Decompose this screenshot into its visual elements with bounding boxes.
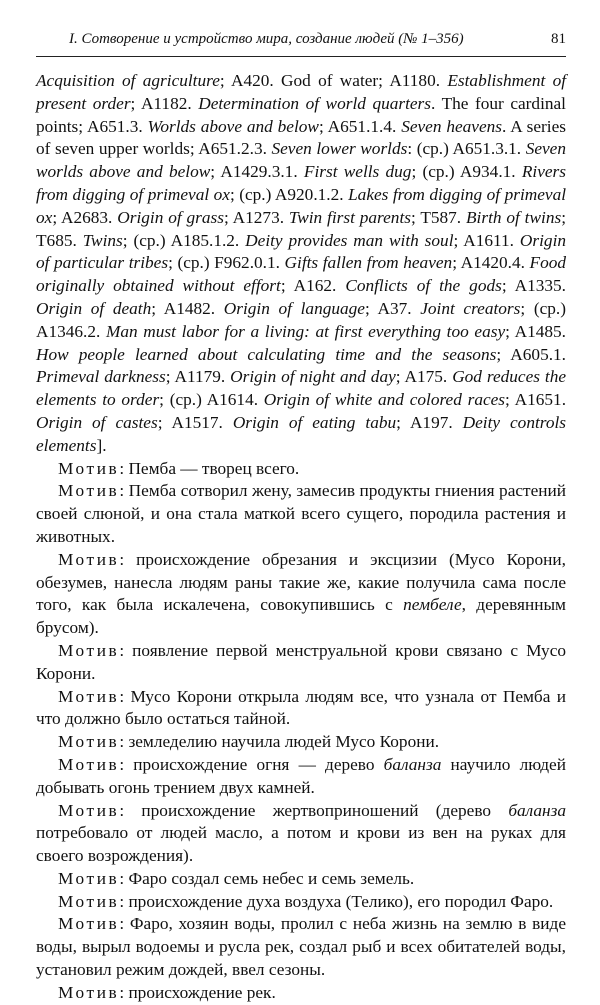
reference-text-run: ; A1517. [157, 412, 233, 432]
reference-text-run: ; (cp.) F962.0.1. [168, 253, 285, 273]
reference-text-run: : (cp.) A651.3.1. [407, 139, 526, 159]
reference-text-run: ; A1611. [453, 230, 520, 250]
reference-italic-run: Deity provides man with soul [245, 230, 454, 250]
running-head [36, 27, 566, 51]
reference-italic-run: Origin of castes [36, 412, 158, 432]
motif-label-colon: : [119, 982, 129, 1002]
motif-label-colon: : [119, 800, 142, 820]
reference-text-run: ; A1420.4. [452, 253, 530, 273]
reference-text-run: ; A37. [364, 298, 421, 318]
reference-text-run: ; T587. [410, 207, 466, 227]
running-head-title: I. Сотворение и устройство мира, создание людей (№ 1–356) [69, 31, 464, 47]
motif-paragraph [36, 458, 566, 481]
motif-italic-run: пембеле [403, 595, 462, 615]
reference-italic-run: Origin of death [36, 298, 152, 318]
reference-italic-run: God reduces the elements to order [36, 367, 567, 410]
reference-text-run: ; A651.1.4. [318, 116, 402, 136]
motif-label: Мотив [58, 732, 120, 752]
motif-label: Мотив [58, 549, 120, 569]
motif-paragraph [36, 913, 566, 981]
motif-paragraph [36, 868, 566, 891]
reference-italic-run: Origin of eating tabu [232, 412, 397, 432]
motif-paragraph [36, 800, 566, 868]
reference-italic-run: Origin of grass [117, 207, 224, 227]
motif-label: Мотив [58, 754, 120, 774]
reference-text-run: ; (cp.) A1614. [159, 390, 264, 410]
motif-text-run: происхождение духа воздуха (Телико), его породил Фаро. [128, 891, 554, 911]
motif-label: Мотив [58, 982, 120, 1002]
reference-italic-run: Acquisition of agriculture [36, 71, 220, 90]
motif-paragraph [36, 480, 566, 548]
reference-text-run: ; A1182. [130, 93, 199, 113]
motif-text-run: Пемба сотворил жену, замесив продукты гниения растений своей слюной, и она стала маткой всего сущего, породила растения и животных. [36, 481, 567, 546]
reference-text-run: ]. [96, 435, 107, 455]
motif-italic-run: баланза [383, 754, 442, 774]
motif-label-colon: : [119, 458, 129, 478]
reference-italic-run: Lakes from digging of primeval ox [36, 184, 567, 227]
motif-text-run: происхождение жертвоприношений (дерево [141, 800, 509, 820]
motif-label: Мотив [58, 914, 120, 934]
header-rule [36, 56, 566, 57]
reference-italic-run: Worlds above and below [147, 116, 319, 136]
motif-label: Мотив [58, 458, 120, 478]
motif-text-run: Фаро, хозяин воды, пролил с неба жизнь на землю в виде воды, вырыл водоемы и русла рек, создал рыб и всех обитателей воды, установил режим дождей, ввел сезоны. [36, 914, 567, 980]
reference-text-run: ; A1273. [223, 207, 289, 227]
reference-italic-run: Deity controls elements [36, 412, 567, 455]
reference-text-run: ; (cp.) A185.1.2. [122, 230, 246, 250]
reference-text-run: ; T685. [36, 207, 566, 250]
reference-text-run: ; A1429.3.1. [210, 162, 304, 182]
reference-italic-run: Twins [82, 230, 123, 250]
motif-text-run: происхождение огня — дерево [133, 754, 384, 774]
motif-list [36, 458, 566, 1005]
motif-paragraph [36, 982, 566, 1005]
motif-label: Мотив [58, 891, 120, 911]
reference-text-run: ; (cp.) A1346.2. [36, 298, 566, 341]
reference-text-run: ; A1179. [165, 367, 231, 387]
motif-text-run: Пемба — творец всего. [128, 458, 300, 478]
reference-text-run: ; A420. God of water; A1180. [219, 71, 448, 90]
reference-italic-run: Origin of particular tribes [36, 230, 567, 273]
motif-paragraph [36, 891, 566, 914]
reference-text-run: ; A1485. [505, 321, 566, 341]
reference-italic-run: Establishment of present order [36, 71, 567, 113]
reference-italic-run: Joint creators [420, 298, 521, 318]
motif-text-run: земледелию научила людей Мусо Корони. [128, 732, 440, 752]
motif-italic-run: баланза [508, 800, 566, 820]
motif-label-colon: : [119, 686, 131, 706]
motif-index-references [36, 70, 566, 458]
reference-italic-run: Birth of twins [466, 207, 562, 227]
reference-text-run: ; (cp.) A920.1.2. [229, 184, 349, 204]
motif-text-run: появление первой менструальной крови связано с Мусо Корони. [36, 640, 567, 683]
motif-paragraph [36, 754, 566, 800]
motif-label: Мотив [58, 686, 120, 706]
reference-italic-run: First wells dug [303, 162, 412, 182]
reference-italic-run: Determination of world quarters [198, 93, 432, 113]
reference-italic-run: Seven worlds above and below [36, 139, 566, 182]
reference-italic-run: Seven lower worlds [271, 139, 408, 159]
motif-label: Мотив [58, 481, 120, 501]
reference-italic-run: Rivers from digging of primeval ox [36, 162, 566, 204]
reference-italic-run: Origin of night and day [230, 367, 396, 387]
motif-label: Мотив [58, 868, 120, 888]
motif-label-colon: : [119, 481, 129, 501]
motif-label-colon: : [119, 754, 134, 774]
reference-italic-run: How people learned about calculating time and the seasons [36, 344, 497, 364]
motif-paragraph [36, 640, 566, 686]
motif-paragraph [36, 686, 566, 732]
motif-paragraph [36, 549, 566, 640]
reference-italic-run: Man must labor for a living: at first everything too easy [105, 321, 506, 341]
motif-label-colon: : [119, 640, 133, 660]
reference-text-run: ; A1651. [505, 390, 567, 410]
reference-italic-run: Conflicts of the gods [345, 276, 502, 296]
motif-label: Мотив [58, 640, 120, 660]
motif-label-colon: : [119, 868, 129, 888]
motif-text-run: научило людей добывать огонь трением двух камней. [36, 754, 566, 797]
motif-text-run: Мусо Корони открыла людям все, что узнала от Пемба и что должно было остаться тайной. [36, 686, 566, 729]
motif-label-colon: : [119, 549, 137, 569]
reference-text-run: ; A1335. [501, 276, 566, 296]
text-body [36, 70, 566, 1005]
page-number: 81 [551, 31, 566, 47]
motif-text-run: происхождение обрезания и эксцизии (Мусо Корони, обезумев, нанесла людям раны такие же, какие получила сама после того, как была искалечена, совокупившись с [36, 549, 566, 615]
reference-italic-run: Twin first parents [288, 207, 411, 227]
reference-text-run: ; A2683. [52, 207, 118, 227]
reference-italic-run: Origin of white and colored races [263, 390, 506, 410]
reference-italic-run: Food originally obtained without effort [36, 253, 567, 296]
motif-paragraph [36, 731, 566, 754]
reference-text-run: ; A162. [280, 276, 346, 296]
motif-label-colon: : [119, 914, 130, 934]
motif-label-colon: : [119, 732, 129, 752]
motif-label-colon: : [119, 891, 129, 911]
reference-text-run: ; A605.1. [496, 344, 566, 364]
motif-text-run: , деревянным брусом). [36, 595, 566, 638]
reference-italic-run: Primeval darkness [36, 367, 166, 387]
motif-label: Мотив [58, 800, 120, 820]
reference-text-run: . A series of seven upper worlds; A651.2.3. [36, 116, 566, 159]
motif-text-run: Фаро создал семь небес и семь земель. [128, 868, 415, 888]
reference-text-run: ; (cp.) A934.1. [411, 162, 522, 182]
reference-text-run: ; A1482. [151, 298, 224, 318]
reference-italic-run: Seven heavens [401, 116, 503, 136]
reference-italic-run: Origin of language [223, 298, 365, 318]
motif-text-run: происхождение рек. [128, 982, 276, 1002]
reference-text-run: ; A175. [395, 367, 453, 387]
reference-text-run: . The four cardinal points; A651.3. [36, 93, 566, 136]
reference-italic-run: Gifts fallen from heaven [284, 253, 453, 273]
motif-text-run: потребовало от людей масло, а потом и крови из вен на руках для своего возрождения). [36, 823, 566, 866]
reference-text-run: ; A197. [396, 412, 463, 432]
